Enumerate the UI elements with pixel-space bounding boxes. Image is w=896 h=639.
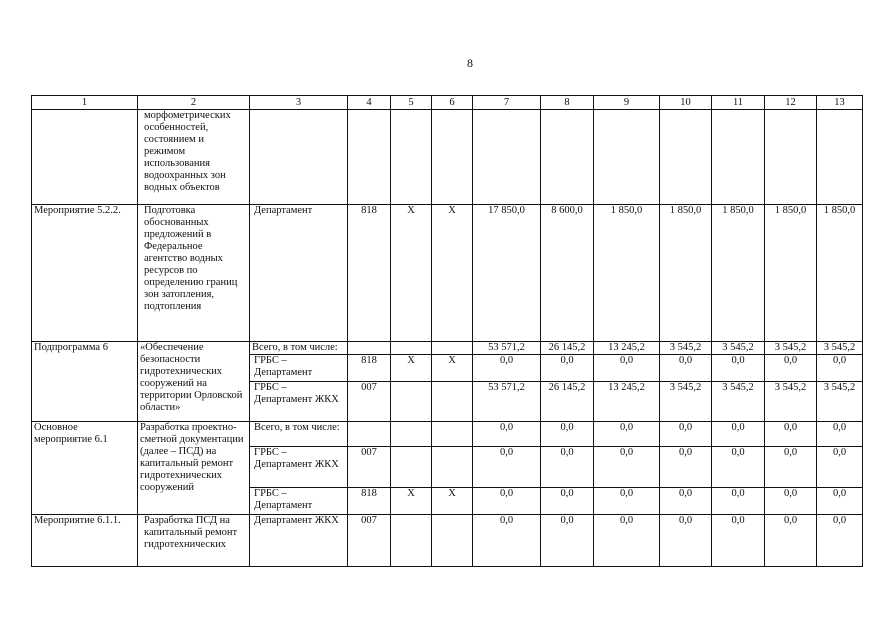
column-header: 1 xyxy=(32,96,138,110)
amount-cell: 1 850,0 xyxy=(594,205,660,342)
program-cell: Основное мероприятие 6.1 xyxy=(32,422,138,515)
program-cell xyxy=(32,110,138,205)
amount-cell: 0,0 xyxy=(712,515,765,567)
amount-cell: 1 850,0 xyxy=(660,205,712,342)
amount-cell: 1 850,0 xyxy=(817,205,863,342)
code-cell: 818 xyxy=(348,205,391,342)
budget-table xyxy=(31,95,863,567)
column-header: 12 xyxy=(765,96,817,110)
measure-name-cell: Разработка ПСД на капитальный ремонт гидротехнических xyxy=(138,515,250,567)
code-cell: 818 xyxy=(348,488,391,515)
program-cell: Подпрограмма 6 xyxy=(32,342,138,422)
amount-cell: 0,0 xyxy=(660,447,712,488)
measure-name-cell: Разработка проектно-сметной документации (далее – ПСД) на капитальный ремонт гидротехнических сооружений xyxy=(138,422,250,515)
amount-cell: 0,0 xyxy=(473,422,541,447)
table-row xyxy=(32,110,863,205)
column-header: 10 xyxy=(660,96,712,110)
executor-cell: ГРБС – Департамент ЖКХ xyxy=(250,382,348,422)
program-cell: Мероприятие 5.2.2. xyxy=(32,205,138,342)
header-row xyxy=(32,96,863,110)
executor-cell: Департамент ЖКХ xyxy=(250,515,348,567)
amount-cell: 0,0 xyxy=(594,355,660,382)
table-row xyxy=(32,515,863,567)
column-header: 8 xyxy=(541,96,594,110)
table-row xyxy=(32,342,863,355)
code-cell: 007 xyxy=(348,382,391,422)
amount-cell: 0,0 xyxy=(817,422,863,447)
amount-cell: 0,0 xyxy=(765,447,817,488)
column-header: 4 xyxy=(348,96,391,110)
amount-cell: 3 545,2 xyxy=(660,342,712,355)
amount-cell: 0,0 xyxy=(473,515,541,567)
program-cell: Мероприятие 6.1.1. xyxy=(32,515,138,567)
executor-cell: ГРБС – Департамент ЖКХ xyxy=(250,447,348,488)
measure-name-cell: «Обеспечение безопасности гидротехнических сооружений на территории Орловской области» xyxy=(138,342,250,422)
amount-cell: 0,0 xyxy=(660,488,712,515)
amount-cell: 0,0 xyxy=(712,422,765,447)
executor-cell: Департамент xyxy=(250,205,348,342)
amount-cell: 0,0 xyxy=(817,355,863,382)
amount-cell: 1 850,0 xyxy=(765,205,817,342)
code-cell: X xyxy=(391,355,432,382)
measure-name-cell: Подготовка обоснованных предложений в Федеральное агентство водных ресурсов по определению границ зон затопления, подтопления xyxy=(138,205,250,342)
amount-cell: 0,0 xyxy=(541,488,594,515)
amount-cell: 0,0 xyxy=(541,355,594,382)
amount-cell: 0,0 xyxy=(712,447,765,488)
amount-cell: 3 545,2 xyxy=(817,382,863,422)
amount-cell: 0,0 xyxy=(594,488,660,515)
amount-cell: 3 545,2 xyxy=(765,382,817,422)
code-cell: 007 xyxy=(348,515,391,567)
amount-cell: 0,0 xyxy=(765,422,817,447)
code-cell: X xyxy=(391,205,432,342)
measure-name-cell: морфометрических особенностей, состоянием и режимом использования водоохранных зон водных объектов xyxy=(138,110,250,205)
amount-cell: 3 545,2 xyxy=(712,342,765,355)
column-header: 6 xyxy=(432,96,473,110)
executor-cell: ГРБС – Департамент xyxy=(250,488,348,515)
amount-cell: 3 545,2 xyxy=(765,342,817,355)
amount-cell: 0,0 xyxy=(817,447,863,488)
amount-cell: 0,0 xyxy=(765,515,817,567)
amount-cell: 0,0 xyxy=(473,447,541,488)
table-row xyxy=(32,422,863,447)
amount-cell: 1 850,0 xyxy=(712,205,765,342)
amount-cell: 0,0 xyxy=(712,488,765,515)
executor-cell: Всего, в том числе: xyxy=(250,422,348,447)
amount-cell: 0,0 xyxy=(594,422,660,447)
amount-cell: 0,0 xyxy=(660,515,712,567)
executor-cell: ГРБС – Департамент xyxy=(250,355,348,382)
amount-cell: 0,0 xyxy=(541,515,594,567)
column-header: 3 xyxy=(250,96,348,110)
page-number: 8 xyxy=(467,56,473,70)
amount-cell: 0,0 xyxy=(473,355,541,382)
amount-cell: 13 245,2 xyxy=(594,382,660,422)
amount-cell: 17 850,0 xyxy=(473,205,541,342)
amount-cell: 0,0 xyxy=(660,422,712,447)
amount-cell: 0,0 xyxy=(817,488,863,515)
code-cell: X xyxy=(432,205,473,342)
amount-cell: 13 245,2 xyxy=(594,342,660,355)
executor-cell: Всего, в том числе: xyxy=(250,342,348,355)
code-cell: 007 xyxy=(348,447,391,488)
column-header: 2 xyxy=(138,96,250,110)
executor-cell xyxy=(250,110,348,205)
code-cell: X xyxy=(432,488,473,515)
code-cell: X xyxy=(432,355,473,382)
amount-cell: 0,0 xyxy=(765,488,817,515)
amount-cell: 3 545,2 xyxy=(712,382,765,422)
amount-cell: 0,0 xyxy=(712,355,765,382)
table-row xyxy=(32,205,863,342)
amount-cell: 0,0 xyxy=(817,515,863,567)
column-header: 11 xyxy=(712,96,765,110)
amount-cell: 8 600,0 xyxy=(541,205,594,342)
amount-cell: 0,0 xyxy=(594,447,660,488)
amount-cell: 26 145,2 xyxy=(541,382,594,422)
amount-cell: 0,0 xyxy=(473,488,541,515)
amount-cell: 0,0 xyxy=(541,447,594,488)
amount-cell: 0,0 xyxy=(765,355,817,382)
amount-cell: 0,0 xyxy=(541,422,594,447)
column-header: 13 xyxy=(817,96,863,110)
amount-cell: 26 145,2 xyxy=(541,342,594,355)
code-cell: 818 xyxy=(348,355,391,382)
amount-cell: 0,0 xyxy=(594,515,660,567)
amount-cell: 3 545,2 xyxy=(817,342,863,355)
amount-cell: 0,0 xyxy=(660,355,712,382)
column-header: 5 xyxy=(391,96,432,110)
amount-cell: 53 571,2 xyxy=(473,342,541,355)
column-header: 9 xyxy=(594,96,660,110)
code-cell: X xyxy=(391,488,432,515)
amount-cell: 53 571,2 xyxy=(473,382,541,422)
amount-cell: 3 545,2 xyxy=(660,382,712,422)
column-header: 7 xyxy=(473,96,541,110)
